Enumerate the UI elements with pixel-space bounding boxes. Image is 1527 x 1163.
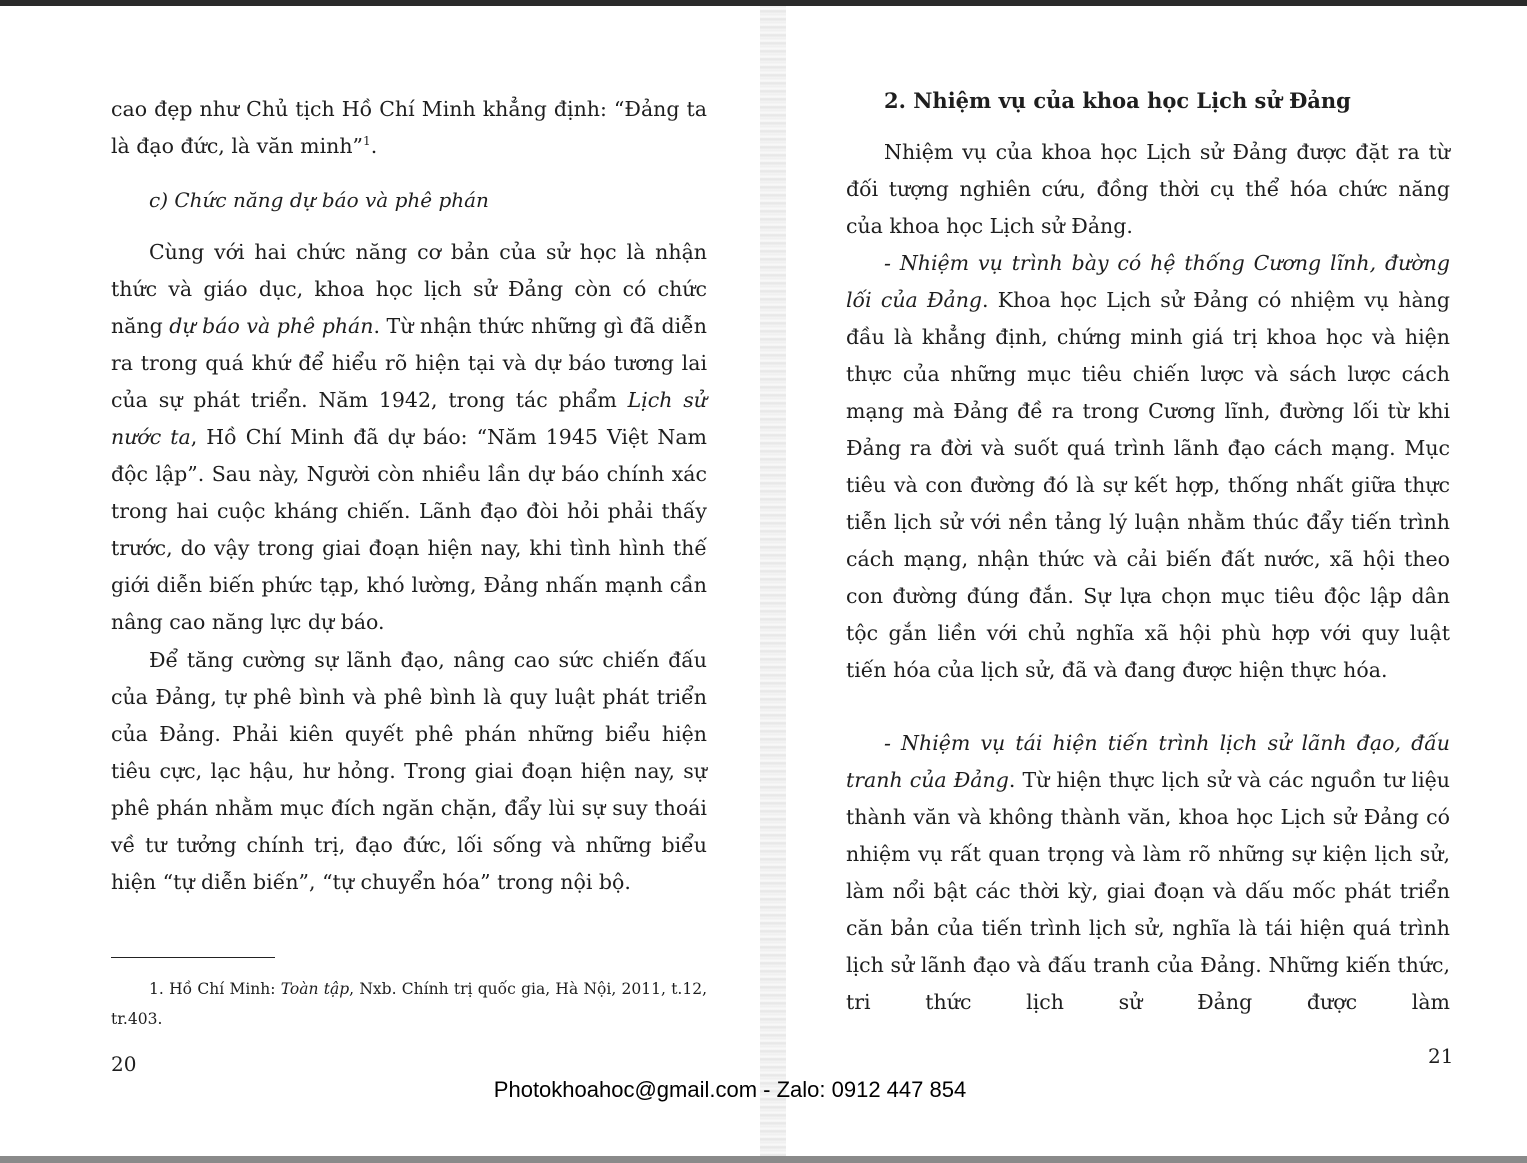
section-subheading: c) Chức năng dự báo và phê phán bbox=[149, 188, 489, 212]
left-paragraph-3: Để tăng cường sự lãnh đạo, nâng cao sức chiến đấu của Đảng, tự phê bình và phê bình là quy luật phát triển của Đảng. Phải kiên quyết phê phán những biểu hiện tiêu cực, lạc hậu, hư hỏng. Trong giai đoạn hiện nay, sự phê phán nhằm mục đích ngăn chặn, đẩy lùi sự suy thoái về tư tưởng chính trị, đạo đức, lối sống và những biểu hiện “tự diễn biến”, “tự chuyển hóa” trong nội bộ. bbox=[111, 648, 707, 894]
left-paragraph-1: cao đẹp như Chủ tịch Hồ Chí Minh khẳng định: “Đảng ta là đạo đức, là văn minh”$^1$. bbox=[111, 97, 707, 158]
contact-watermark: Photokhoahoc@gmail.com - Zalo: 0912 447 854 bbox=[493, 1077, 967, 1102]
right-paragraph-3: - Nhiệm vụ tái hiện tiến trình lịch sử lãnh đạo, đấu tranh của Đảng. Từ hiện thực lịch sử và các nguồn tư liệu thành văn và không thành văn, khoa học Lịch sử Đảng có nhiệm vụ rất quan trọng và làm rõ những sự kiện lịch sử, làm nổi bật các thời kỳ, giai đoạn và dấu mốc phát triển căn bản của tiến trình lịch sử, nghĩa là tái hiện quá trình lịch sử lãnh đạo và đấu tranh của Đảng. Những kiến thức, tri thức lịch sử Đảng được làm bbox=[846, 731, 1450, 1014]
left-paragraph-2: Cùng với hai chức năng cơ bản của sử học là nhận thức và giáo dục, khoa học lịch sử Đảng còn có chức năng dự báo và phê phán. Từ nhận thức những gì đã diễn ra trong quá khứ để hiểu rõ hiện tại và dự báo tương lai của sự phát triển. Năm 1942, trong tác phẩm Lịch sử nước ta, Hồ Chí Minh đã dự báo: “Năm 1945 Việt Nam độc lập”. Sau này, Người còn nhiều lần dự báo chính xác trong hai cuộc kháng chiến. Lãnh đạo đòi hỏi phải thấy trước, do vậy trong giai đoạn hiện nay, khi tình hình thế giới diễn biến phức tạp, khó lường, Đảng nhấn mạnh cần nâng cao năng lực dự báo. bbox=[111, 240, 708, 634]
footnote-divider bbox=[111, 957, 275, 958]
scan-bottom-edge bbox=[0, 1156, 1527, 1163]
right-paragraph-2: - Nhiệm vụ trình bày có hệ thống Cương lĩnh, đường lối của Đảng. Khoa học Lịch sử Đảng có nhiệm vụ hàng đầu là khẳng định, chứng minh giá trị khoa học và hiện thực của những mục tiêu chiến lược và sách lược cách mạng mà Đảng đề ra trong Cương lĩnh, đường lối từ khi Đảng ra đời và suốt quá trình lãnh đạo cách mạng. Mục tiêu và con đường đó là sự kết hợp, thống nhất giữa thực tiễn lịch sử với nền tảng lý luận nhằm thúc đẩy tiến trình cách mạng, nhận thức và cải biến đất nước, xã hội theo con đường đúng đắn. Sự lựa chọn mục tiêu độc lập dân tộc gắn liền với chủ nghĩa xã hội phù hợp với quy luật tiến hóa của lịch sử, đã và đang được hiện thực hóa. bbox=[846, 251, 1450, 682]
right-paragraph-1: Nhiệm vụ của khoa học Lịch sử Đảng được đặt ra từ đối tượng nghiên cứu, đồng thời cụ thể hóa chức năng của khoa học Lịch sử Đảng. bbox=[846, 140, 1450, 238]
section-heading: 2. Nhiệm vụ của khoa học Lịch sử Đảng bbox=[884, 88, 1351, 113]
page-number-left: 20 bbox=[111, 1052, 137, 1076]
page-number-right: 21 bbox=[1428, 1044, 1454, 1068]
book-gutter bbox=[760, 6, 786, 1156]
footnote: 1. Hồ Chí Minh: Toàn tập, Nxb. Chính trị quốc gia, Hà Nội, 2011, t.12, tr.403. bbox=[111, 980, 708, 1028]
footnote-ref[interactable]: 1 bbox=[363, 134, 371, 149]
